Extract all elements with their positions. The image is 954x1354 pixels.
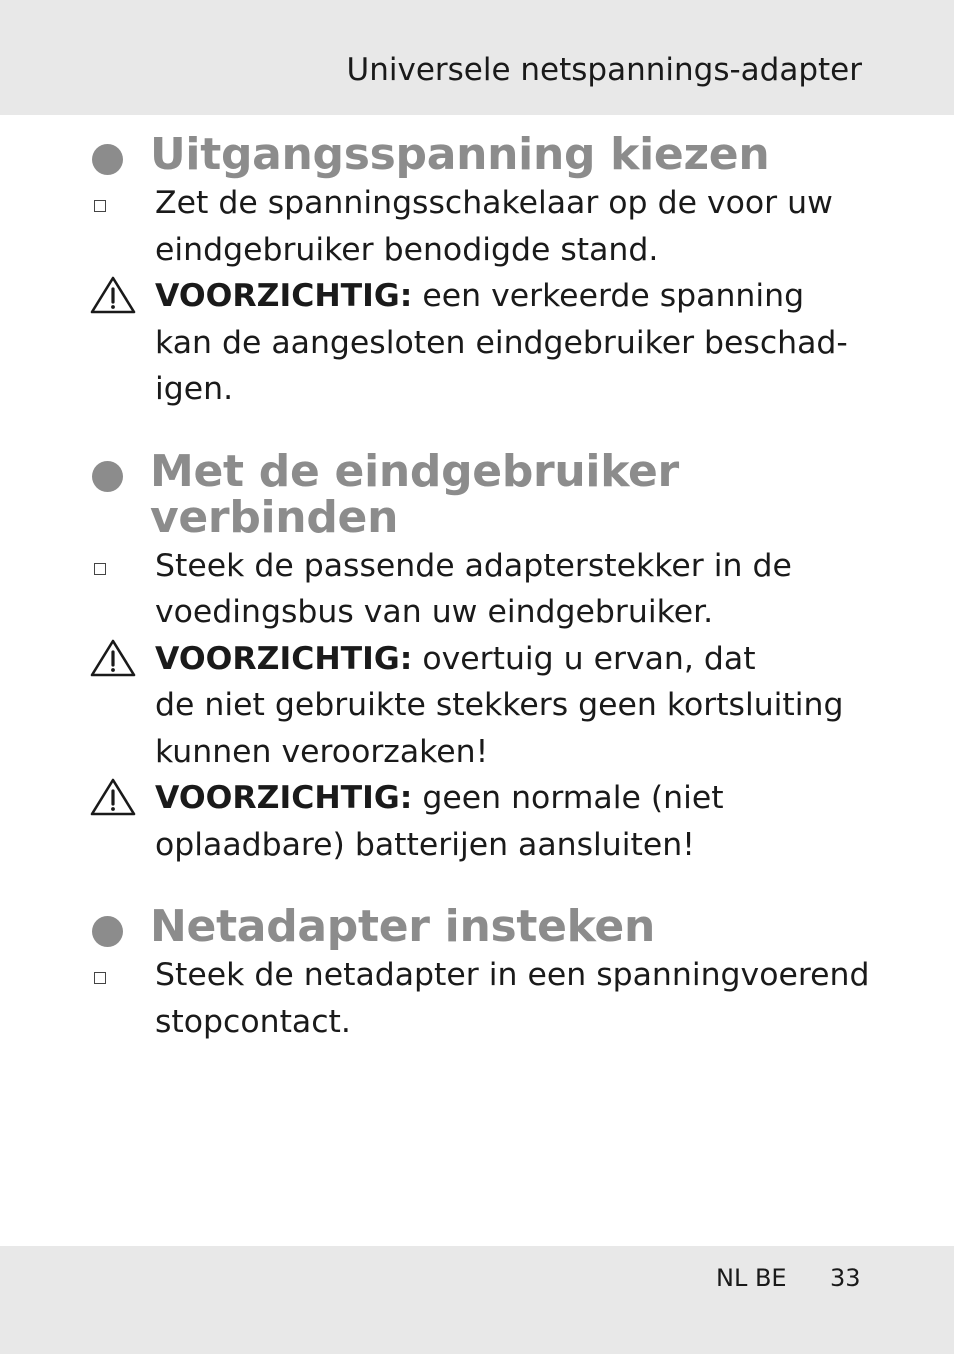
content xyxy=(0,130,954,1045)
warning-label: VOORZICHTIG: xyxy=(155,278,413,314)
warning-triangle-icon xyxy=(89,275,137,315)
section-heading: Netadapter insteken xyxy=(0,904,954,950)
warning-note: VOORZICHTIG: overtuig u ervan, dat de niet gebruikte stekkers geen kortsluiting kunnen veroorzaken! xyxy=(0,636,954,776)
header-title: Universele netspannings-adapter xyxy=(346,52,862,88)
section-heading: Uitgangsspanning kiezen xyxy=(0,132,954,178)
instruction-step: Steek de passende adapterstekker in de voedingsbus van uw eindgebruiker. xyxy=(0,543,954,636)
section-output-voltage xyxy=(0,129,954,413)
warning-triangle-icon xyxy=(89,777,137,817)
heading-bullet-icon xyxy=(92,461,123,492)
warning-triangle-icon xyxy=(89,638,137,678)
checkbox-icon xyxy=(94,563,106,575)
warning-label: VOORZICHTIG: xyxy=(155,640,413,677)
instruction-step: Zet de spanningsschakelaar op de voor uw eindgebruiker benodigde stand. xyxy=(0,180,954,273)
page-number: 33 xyxy=(830,1264,861,1292)
heading-bullet-icon xyxy=(92,916,123,947)
warning-label: VOORZICHTIG: xyxy=(155,780,413,816)
section-connect-device xyxy=(0,445,954,869)
header-band xyxy=(0,0,954,115)
section-heading: Met de eindgebruiker verbinden xyxy=(0,449,954,541)
warning-note: VOORZICHTIG: geen normale (niet oplaadbare) batterijen aansluiten! xyxy=(0,775,954,868)
checkbox-icon xyxy=(94,200,106,212)
instruction-step: Steek de netadapter in een spanningvoerend stopcontact. xyxy=(0,952,954,1045)
section-plug-in-adapter xyxy=(0,901,954,1045)
heading-bullet-icon xyxy=(92,144,123,175)
footer-language: NL BE xyxy=(716,1264,787,1292)
checkbox-icon xyxy=(94,972,106,984)
footer-band xyxy=(0,1246,954,1354)
warning-note: VOORZICHTIG: een verkeerde spanning kan de aangesloten eindgebruiker beschad- igen. xyxy=(0,273,954,413)
